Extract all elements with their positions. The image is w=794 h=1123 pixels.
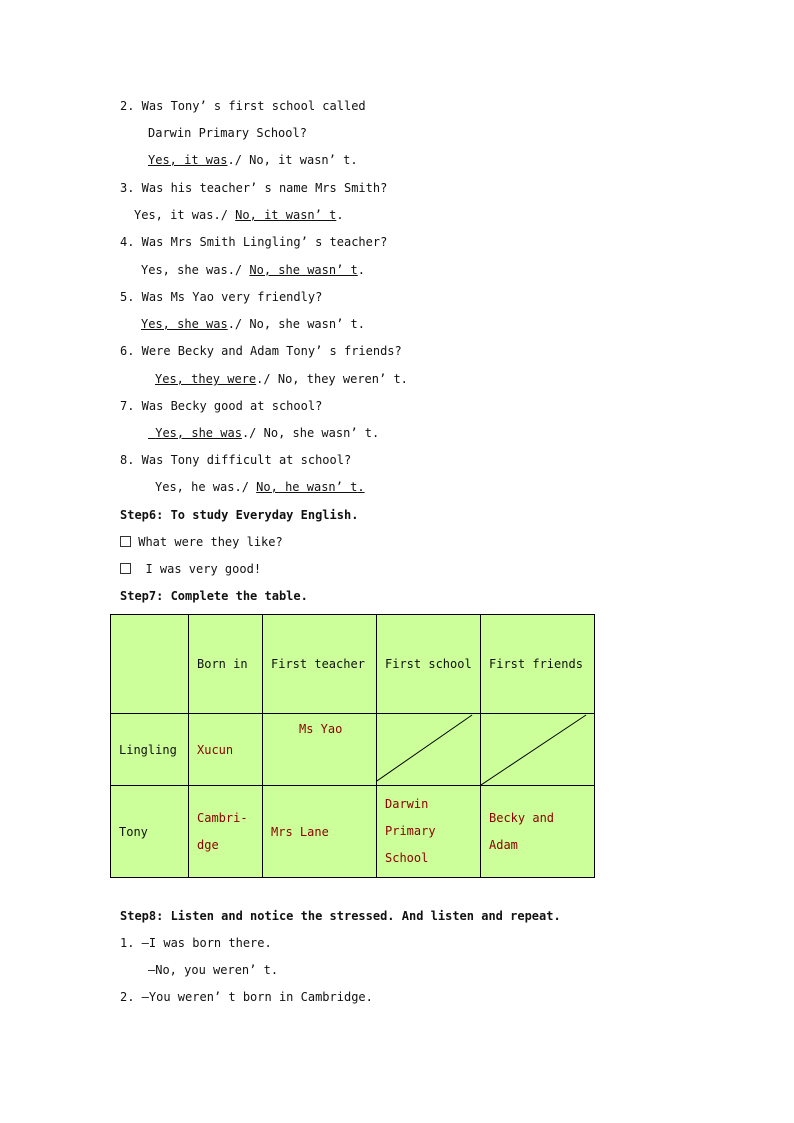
question-7: 7. Was Becky good at school? (120, 399, 323, 413)
step6-item-text: What were they like? (138, 535, 283, 549)
table-row (111, 786, 595, 878)
header-cell-blank (111, 615, 189, 714)
answer-5 (141, 317, 365, 331)
answer-6 (155, 372, 408, 386)
answer-no: No, she wasn’ t (249, 317, 358, 331)
answer-sep: ./ (227, 153, 250, 167)
cell-school: Darwin Primary School (377, 786, 481, 878)
cell-born: Xucun (189, 714, 263, 786)
step8-title: Step8: Listen and notice the stressed. And listen and repeat. (120, 909, 561, 923)
answer-end: . (336, 208, 344, 222)
answer-yes: Yes, she was (141, 317, 228, 331)
cell-teacher: Mrs Lane (263, 786, 377, 878)
cell-school-crossed (377, 714, 481, 786)
question-6: 6. Were Becky and Adam Tony’ s friends? (120, 344, 402, 358)
question-2-cont: Darwin Primary School? (148, 126, 307, 140)
answer-no: No, they weren’ t (277, 372, 401, 386)
answer-yes-text: Yes, she was (155, 426, 242, 440)
answer-no-text: No, he wasn’ t (256, 480, 358, 494)
checkbox-icon (120, 563, 131, 574)
answer-3 (134, 208, 344, 222)
step6-item-text: I was very good! (138, 562, 262, 576)
answer-end: . (357, 317, 365, 331)
header-born-in: Born in (189, 615, 263, 714)
answer-4 (141, 263, 365, 277)
cell-teacher: Ms Yao (263, 714, 377, 786)
answer-yes: Yes, he was (155, 480, 235, 494)
answer-end: . (357, 480, 365, 494)
answer-end: . (372, 426, 380, 440)
cell-friends-crossed (481, 714, 595, 786)
answer-no: No, it wasn’ t (235, 208, 337, 222)
answer-no: No, it wasn’ t (249, 153, 351, 167)
answer-sep: ./ (234, 480, 257, 494)
header-first-school: First school (377, 615, 481, 714)
question-2: 2. Was Tony’ s first school called (120, 99, 366, 113)
step7-title: Step7: Complete the table. (120, 589, 308, 603)
cell-friends: Becky and Adam (481, 786, 595, 878)
header-first-friends: First friends (481, 615, 595, 714)
answer-yes: Yes, it was (148, 153, 228, 167)
answer-sep: ./ (241, 426, 264, 440)
answer-sep: ./ (213, 208, 236, 222)
question-3: 3. Was his teacher’ s name Mrs Smith? (120, 181, 388, 195)
header-first-teacher: First teacher (263, 615, 377, 714)
answer-yes: Yes, she was (141, 263, 228, 277)
question-5: 5. Was Ms Yao very friendly? (120, 290, 323, 304)
answer-no: No, she wasn’ t (263, 426, 372, 440)
step8-line-3: 2. —You weren’ t born in Cambridge. (120, 990, 373, 1004)
answer-yes (148, 426, 242, 440)
answer-sep: ./ (256, 372, 278, 386)
answer-7 (148, 426, 379, 440)
answer-no: No, she wasn’ t (249, 263, 358, 277)
answer-sep: ./ (227, 263, 250, 277)
step6-item-1 (120, 535, 283, 549)
answer-end: . (357, 263, 365, 277)
answer-sep: ./ (227, 317, 250, 331)
answer-2 (148, 153, 358, 167)
answer-no (256, 480, 364, 494)
cell-born: Cambri- dge (189, 786, 263, 878)
answer-end: . (400, 372, 408, 386)
step6-title: Step6: To study Everyday English. (120, 508, 359, 522)
answer-8 (155, 480, 365, 494)
table-row (111, 714, 595, 786)
question-8: 8. Was Tony difficult at school? (120, 453, 352, 467)
checkbox-icon (120, 536, 131, 547)
step8-line-1: 1. —I was born there. (120, 936, 272, 950)
info-table (110, 614, 595, 878)
step8-line-2: —No, you weren’ t. (148, 963, 279, 977)
row-name: Tony (111, 786, 189, 878)
question-4: 4. Was Mrs Smith Lingling’ s teacher? (120, 235, 388, 249)
diagonal-line (481, 714, 594, 785)
diagonal-line (377, 714, 480, 785)
row-name: Lingling (111, 714, 189, 786)
answer-end: . (350, 153, 358, 167)
step6-item-2 (120, 562, 261, 576)
answer-yes: Yes, it was (134, 208, 214, 222)
answer-yes: Yes, they were (155, 372, 257, 386)
table-header-row (111, 615, 595, 714)
